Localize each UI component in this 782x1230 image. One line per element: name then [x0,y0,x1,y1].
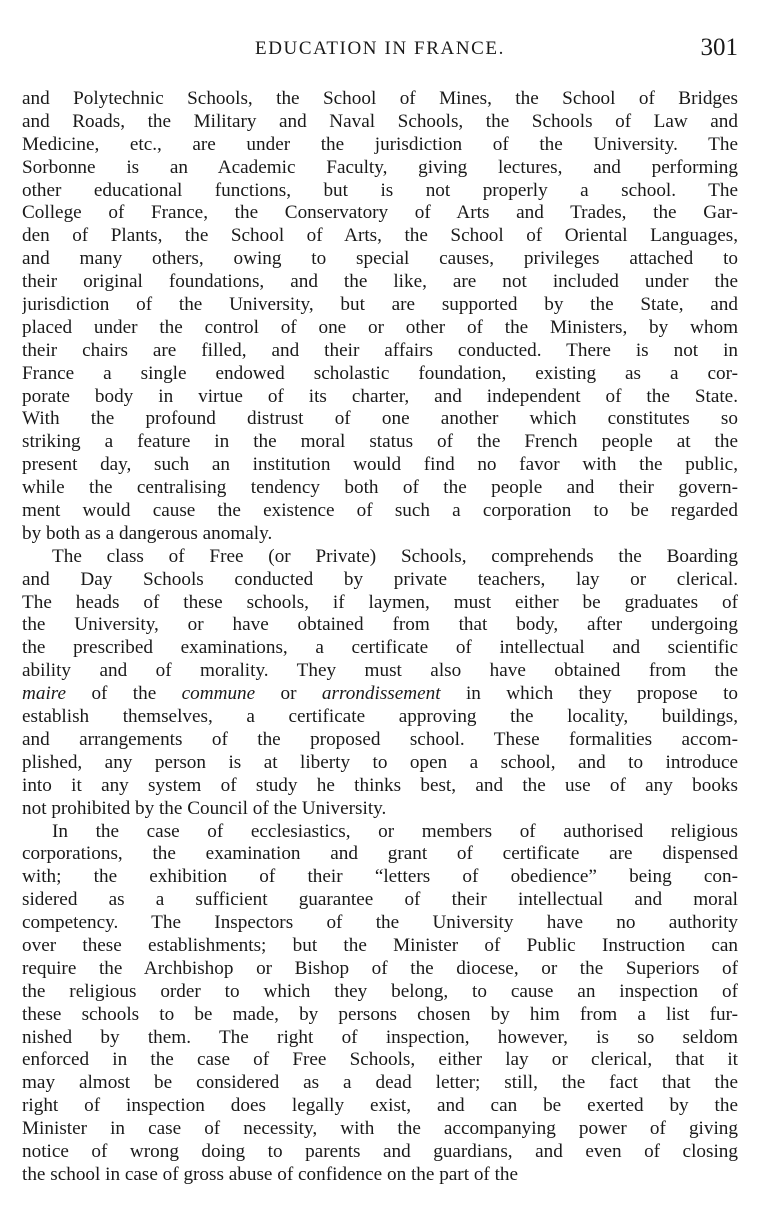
text-line: other educational functions, but is not properly a school. The [22,179,738,201]
text-line: over these establishments; but the Minister of Public Instruction can [22,934,738,956]
text-line: their original foundations, and the like, are not included under the [22,271,738,293]
text-line: present day, such an institution would find no favor with the public, [22,454,738,476]
text-line: the school in case of gross abuse of confidence on the part of the [22,1163,519,1185]
text-line: right of inspection does legally exist, and can be exerted by the [22,1095,738,1117]
text-line: Medicine, etc., are under the jurisdiction of the University. The [22,133,738,155]
text-line: ment would cause the existence of such a corporation to be regarded [22,500,738,522]
text-line: sidered as a sufficient guarantee of their intellectual and moral [22,889,738,911]
text-line: competency. The Inspectors of the University have no authority [22,912,738,934]
text-line: The heads of these schools, if laymen, must either be graduates of [22,591,738,613]
text-line: jurisdiction of the University, but are supported by the State, and [22,294,738,316]
text-line: plished, any person is at liberty to open a school, and to introduce [22,751,738,773]
text-line: while the centralising tendency both of the people and their govern- [22,477,738,499]
text-line: With the profound distrust of one another which constitutes so [22,408,738,430]
text-line: ability and of morality. They must also have obtained from the [22,660,738,682]
body-text [22,88,738,1187]
italic-term: arrondissement [321,683,441,705]
text-line: enforced in the case of Free Schools, either lay or clerical, that it [22,1049,738,1071]
text-line: not prohibited by the Council of the University. [22,797,387,819]
text-line: may almost be considered as a dead letter; still, the fact that the [22,1072,738,1094]
text-line: Minister in case of necessity, with the accompanying power of giving [22,1118,738,1140]
text-line: den of Plants, the School of Arts, the School of Oriental Languages, [22,225,738,247]
text-line: establish themselves, a certificate approving the locality, buildings, [22,706,738,728]
text-line: Sorbonne is an Academic Faculty, giving lectures, and performing [22,156,738,178]
text-line: the prescribed examinations, a certificate of intellectual and scientific [22,637,738,659]
text-line: France a single endowed scholastic foundation, existing as a cor- [22,362,738,384]
text-line: into it any system of study he thinks best, and the use of any books [22,774,738,796]
page-number: 301 [700,34,738,61]
text-line: and Day Schools conducted by private teachers, lay or clerical. [22,568,738,590]
italic-term: maire [22,683,67,705]
text-line: nished by them. The right of inspection, however, is so seldom [22,1026,738,1048]
paragraph-p1 [22,88,738,546]
text-line: In the case of ecclesiastics, or members of authorised religious [52,820,738,842]
text-line: College of France, the Conservatory of Arts and Trades, the Gar- [22,202,738,224]
text-line: with; the exhibition of their “letters of obedience” being con- [22,866,738,888]
text-line: and Polytechnic Schools, the School of Mines, the School of Bridges [22,88,738,109]
text-line: and arrangements of the proposed school. These formalities accom- [22,728,738,750]
text-line: the University, or have obtained from that body, after undergoing [22,614,738,636]
running-head [22,34,738,68]
book-page [22,34,738,1187]
italic-term: commune [181,683,256,705]
text-line: their chairs are filled, and their affairs conducted. There is not in [22,339,738,361]
text-line: and Roads, the Military and Naval Schools, the Schools of Law and [22,110,738,132]
text-line: these schools to be made, by persons chosen by him from a list fur- [22,1003,738,1025]
running-title: EDUCATION IN FRANCE. [255,38,505,59]
text-line: the religious order to which they belong, to cause an inspection of [22,980,738,1002]
text-line: porate body in virtue of its charter, and independent of the State. [22,385,738,407]
text-line: by both as a dangerous anomaly. [22,522,273,544]
text-line: notice of wrong doing to parents and guardians, and even of closing [22,1140,738,1162]
text-line: and many others, owing to special causes, privileges attached to [22,248,738,270]
paragraph-p2 [22,546,738,821]
text-line: corporations, the examination and grant of certificate are dispensed [22,843,738,865]
text-line: striking a feature in the moral status of the French people at the [22,431,738,453]
text-line: require the Archbishop or Bishop of the diocese, or the Superiors of [22,957,738,979]
text-line: maire of the commune or arrondissement in which they propose to [22,683,738,705]
text-line: The class of Free (or Private) Schools, comprehends the Boarding [52,545,738,567]
text-line: placed under the control of one or other of the Ministers, by whom [22,316,738,338]
paragraph-p3 [22,821,738,1187]
